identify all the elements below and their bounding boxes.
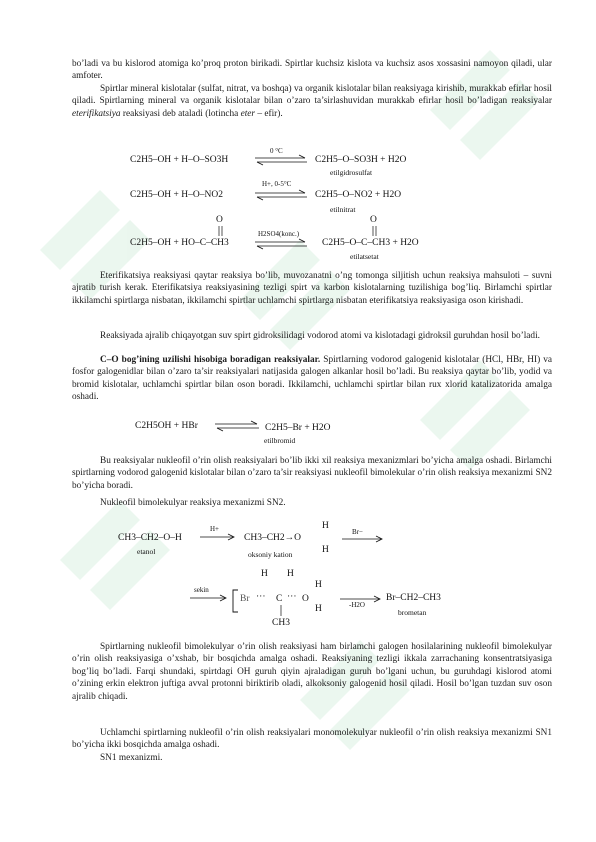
paragraph-4-text: Reaksiyada ajralib chiqayotgan suv spirt gidroksilidagi vodorod atomi va kislotadagi gidroksil guruhdan hosil bo’ladi. (100, 331, 540, 341)
transition-state-partial-bond-1: ··· (256, 592, 266, 602)
mechanism-oxonium: CH3–CH2→O (244, 533, 302, 543)
transition-state-oxygen: O (302, 594, 309, 604)
reaction-3-right-carbonyl-o: O (370, 215, 377, 225)
mechanism-step1-arrow (200, 533, 236, 541)
paragraph-6-text: Bu reaksiyalar nukleofil o’rin olish reaksiyalari bo’lib ikki xil reaksiya mexanizmlari bo’yicha amalga oshadi. Birlamchi spirtlarning vodorod galogenid kislotalar bilan o’zaro ta’sir reaksiyasi nukleofil bimolekular o’rin olish reaksiya mexanizmi SN2 bo’yicha boradi. (72, 456, 552, 491)
paragraph-9 (72, 727, 552, 752)
paragraph-8-text: Spirtlarning nukleofil bimolekulyar o’rin olish reaksiyasi ham birlamchi galogen hosilalarining nukleofil bimolekulyar o’rin olish reaksiyasiga o’xshab, bir bosqichda amalga oshadi. Reaksiyaning tezligi ikkala zarrachaning konsentratsiyasiga bog’liq bo’ladi. Farqi shundaki, spirtdagi OH guruh qiyin ajraladigan guruh bo’lgani uchun, bu guruhdagi kislorod atomi o’zining erkin elektron juftiga avval protonni biriktirib oladi, alkoksoniy galogenid hosil qiladi. Hosil bo’lgan tuzdan suv oson ajralib chiqadi. (72, 642, 552, 702)
paragraph-2-text-b: reaksiyasi deb ataladi (lotincha (120, 108, 241, 119)
reaction-4-left: C2H5OH + HBr (135, 421, 198, 431)
reaction-1-left: C2H5–OH + H–O–SO3H (130, 155, 229, 165)
paragraph-2-text-c: – efir). (255, 108, 283, 119)
section-heading: C–O bog’ining uzilishi hisobiga boradigan reaksiyalar. (100, 355, 321, 365)
reaction-3-left-carbonyl-o: O (216, 215, 223, 225)
paragraph-10-text: SN1 mexanizmi. (100, 753, 163, 763)
paragraph-4 (72, 330, 552, 342)
mechanism-oxonium-h-bottom: H (322, 545, 329, 555)
reaction-4-equilibrium-arrow (215, 420, 259, 432)
reaction-2-left: C2H5–OH + H–O–NO2 (130, 190, 223, 200)
reaction-3-left: C2H5–OH + HO–C–CH3 (130, 238, 229, 248)
paragraph-1-text: bo’ladi va bu kislorod atomiga ko’proq proton birikadi. Spirtlar kuchsiz kislota va kuchsiz asos xossasini namoyon qiladi, ular amfoter. (72, 59, 552, 82)
mechanism-step1-condition: H+ (210, 525, 220, 533)
reaction-3-left-double-bond (217, 226, 225, 238)
transition-state-h-1: H (261, 569, 268, 579)
mechanism-etanol: CH3–CH2–O–H (118, 533, 182, 543)
reaction-3-right-double-bond (371, 226, 379, 238)
paragraph-9-text: Uchlamchi spirtlarning nukleofil o’rin olish reaksiyalari monomolekulyar nukleofil o’rin olish reaksiya mexanizmi SN1 bo’yicha ikki bosqichda amalga oshadi. (72, 728, 552, 751)
reaction-4-product-name: etilbromid (264, 436, 296, 445)
paragraph-2-italic-eter: eter (240, 108, 256, 119)
paragraph-5 (72, 354, 552, 404)
mechanism-product-name: brometan (398, 608, 427, 617)
transition-state-bromine: Br (240, 594, 250, 604)
transition-state-oh-top: H (315, 580, 322, 590)
mechanism-step1b-arrow (342, 535, 384, 543)
paragraph-2 (72, 83, 552, 120)
paragraph-8 (72, 641, 552, 703)
transition-state-partial-bond-2: ··· (287, 592, 297, 602)
paragraph-6 (72, 455, 552, 492)
mechanism-product: Br–CH2–CH3 (386, 593, 441, 603)
transition-state-h-2: H (287, 569, 294, 579)
reaction-4-right: C2H5–Br + H2O (265, 423, 331, 433)
mechanism-step1b-condition: Br− (352, 528, 363, 536)
transition-state-ch3: CH3 (272, 618, 290, 628)
reaction-3-equilibrium-arrow (255, 238, 307, 250)
paragraph-10 (72, 752, 552, 764)
reaction-1-product-name: etilgidrosulfat (330, 168, 373, 177)
paragraph-2-text-a: Spirtlar mineral kislotalar (sulfat, nitrat, va boshqa) va organik kislotalar bilan reaksiyaga kirishib, murakkab efirlar hosil qiladi. Spirtlarning mineral va organik kislotalar bilan o’zaro ta’sirlashuvidan murakkab efirlar hosil bo’ladigan reaksiyalar (72, 84, 552, 107)
reaction-3-product-name: etilatsetat (350, 252, 379, 261)
paragraph-1 (72, 58, 552, 83)
paragraph-3 (72, 270, 552, 307)
reaction-2-product-name: etilnitrat (330, 205, 356, 214)
mechanism-etanol-name: etanol (137, 547, 156, 556)
paragraph-3-text: Eterifikatsiya reaksiyasi qaytar reaksiya bo’lib, muvozanatni o’ng tomonga siljitish uchun reaksiya mahsuloti – suvni ajratib turish kerak. Eterifikatsiya reaksiyasining tezligi spirt va karbon kislotalarning tuzilishiga bog’liq. Birlamchi spirtlar ikkilamchi spirtlarga nisbatan, ikkilamchi spirtlar uchlamchi spirtlarga nisbatan eterifikatsiya reaksiyasiga oson kirishadi. (72, 271, 552, 306)
mechanism-oxonium-name: oksoniy kation (248, 550, 293, 559)
reaction-3-right: C2H5–O–C–CH3 + H2O (322, 238, 419, 248)
reaction-1-equilibrium-arrow (255, 154, 307, 166)
transition-state-ch3-bond (278, 605, 284, 617)
reaction-1-condition: 0 °C (270, 147, 283, 155)
mechanism-water-loss: -H2O (349, 601, 365, 609)
reaction-2-equilibrium-arrow (255, 189, 307, 201)
reaction-2-condition: H+, 0-5°C (262, 180, 292, 188)
mechanism-oxonium-h-top: H (322, 521, 329, 531)
mechanism-step2-condition: sekin (194, 586, 209, 594)
paragraph-5-text: Spirtlarning vodorod galogenid kislotalar (HCl, HBr, HI) va fosfor galogenidlar bilan o’zaro ta’sir reaksiyalari natijasida galogen alkanlar hosil bo’ladi. Bu reaksiya qaytar bo’lib, yodid va bromid kislotalar, uchlamchi spirtlar bilan oson boradi. Ikkilamchi, uchlamchi spirtlar bilan rux xlorid katalizatorida amalga oshadi. (72, 355, 553, 403)
reaction-2-right: C2H5–O–NO2 + H2O (315, 190, 402, 200)
paragraph-7 (72, 497, 552, 509)
paragraph-2-italic-term: eterifikatsiya (72, 108, 121, 119)
transition-state-bracket (230, 588, 240, 614)
mechanism-step2-arrow (190, 594, 228, 602)
reaction-1-right: C2H5–O–SO3H + H2O (315, 155, 407, 165)
paragraph-7-text: Nukleofil bimolekulyar reaksiya mexanizmi SN2. (100, 498, 286, 508)
reaction-3-condition: H2SO4(konc.) (258, 230, 300, 238)
transition-state-oh-bottom: H (315, 604, 322, 614)
transition-state-carbon: C (276, 594, 283, 604)
